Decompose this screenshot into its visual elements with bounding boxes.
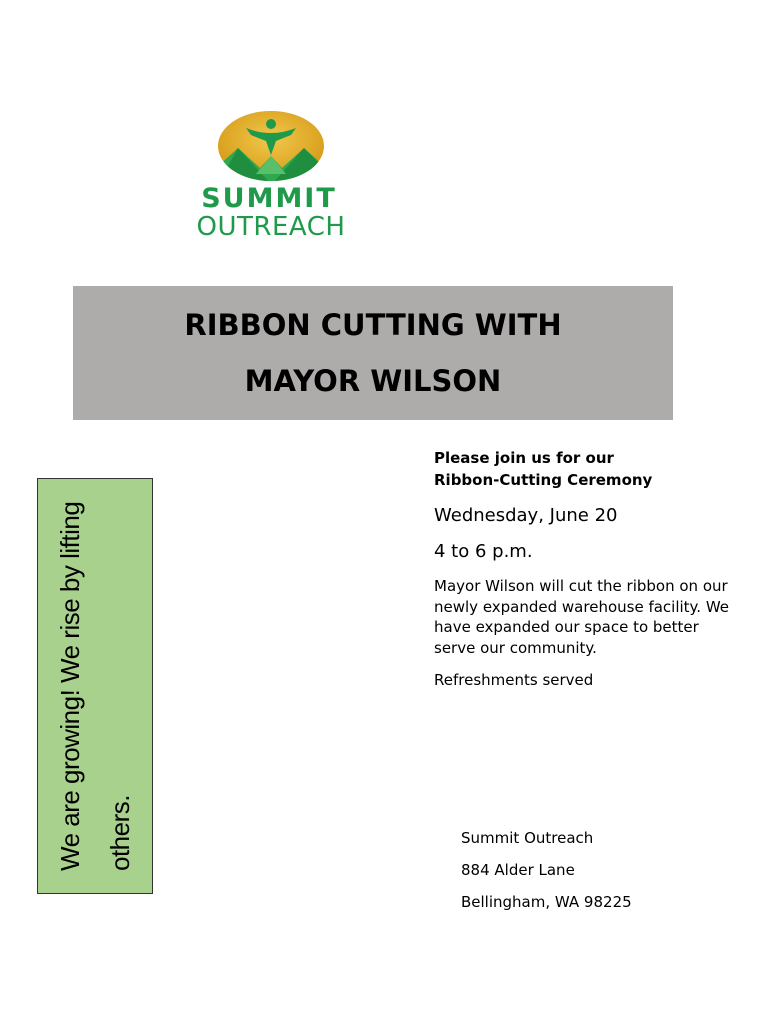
logo-word-summit: SUMMIT — [201, 183, 337, 214]
invite-heading — [434, 447, 744, 491]
mountain-person-emblem-icon — [160, 108, 390, 186]
address-name: Summit Outreach — [461, 829, 594, 847]
event-time: 4 to 6 p.m. — [434, 541, 533, 562]
summit-outreach-logo — [160, 108, 390, 244]
event-date: Wednesday, June 20 — [434, 505, 618, 526]
event-details — [434, 447, 744, 690]
logo-word-outreach: OUTREACH — [196, 212, 346, 242]
refreshments-note: Refreshments served — [434, 671, 594, 689]
address-street: 884 Alder Lane — [461, 861, 575, 879]
tagline-line-1: We are growing! We rise by lifting — [55, 501, 85, 871]
title-line-1: RIBBON CUTTING WITH — [184, 308, 562, 342]
title-line-2: MAYOR WILSON — [244, 364, 502, 398]
address-block — [461, 822, 741, 918]
address-city: Bellingham, WA 98225 — [461, 893, 632, 911]
title-banner — [73, 286, 673, 420]
event-description: Mayor Wilson will cut the ribbon on our newly expanded warehouse facility. We have expanded our space to better serve our community. — [434, 577, 730, 657]
tagline-text — [45, 501, 145, 871]
invite-line-1: Please join us for our — [434, 449, 614, 467]
tagline-box — [37, 478, 153, 894]
invite-line-2: Ribbon-Cutting Ceremony — [434, 471, 653, 489]
tagline-line-2: others. — [105, 795, 135, 871]
